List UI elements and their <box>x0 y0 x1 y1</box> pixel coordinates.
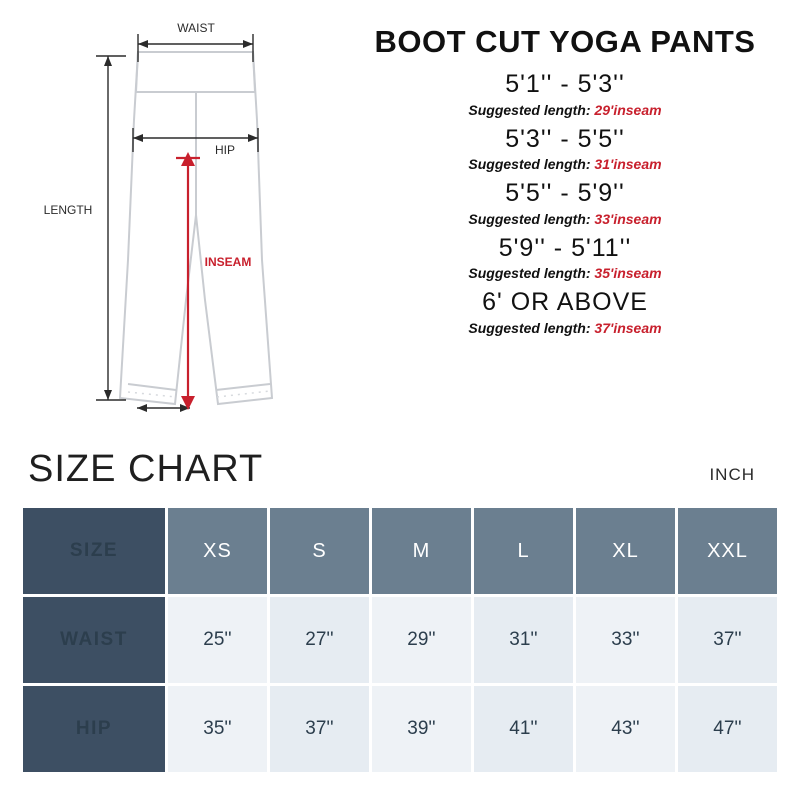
size-header-xxl: XXL <box>678 508 777 594</box>
waist-xl: 33'' <box>576 597 675 683</box>
suggested-length <box>330 265 800 282</box>
suggested-length <box>330 320 800 337</box>
suggested-length-label: Suggested length: <box>468 156 591 173</box>
row-header-waist: WAIST <box>23 597 165 683</box>
hip-s: 37'' <box>270 686 369 772</box>
height-range: 5'9'' - 5'11'' <box>498 233 632 262</box>
page-title: BOOT CUT YOGA PANTS <box>374 24 756 59</box>
table-corner-header: SIZE <box>23 508 165 594</box>
waist-l: 31'' <box>474 597 573 683</box>
waist-xs: 25'' <box>168 597 267 683</box>
suggested-length-label: Suggested length: <box>468 101 591 118</box>
size-chart-unit: INCH <box>709 465 755 484</box>
suggested-length-value: 35'inseam <box>594 265 662 282</box>
hip-l: 41'' <box>474 686 573 772</box>
row-header-hip: HIP <box>23 686 165 772</box>
size-header-xs: XS <box>168 508 267 594</box>
size-header-l: L <box>474 508 573 594</box>
length-dimension-line <box>96 56 126 400</box>
suggested-length-value: 31'inseam <box>594 156 662 173</box>
suggested-length-value: 29'inseam <box>594 101 662 118</box>
suggested-length <box>330 102 800 119</box>
size-header-xl: XL <box>576 508 675 594</box>
table-row <box>23 508 777 594</box>
hip-xxl: 47'' <box>678 686 777 772</box>
size-chart-title: SIZE CHART <box>28 448 264 490</box>
size-header-s: S <box>270 508 369 594</box>
height-range: 5'1'' - 5'3'' <box>505 70 625 98</box>
hip-xl: 43'' <box>576 686 675 772</box>
size-chart-table <box>20 505 780 775</box>
suggested-length <box>330 156 800 173</box>
waist-dimension-line <box>138 34 253 62</box>
suggested-length-value: 33'inseam <box>594 210 662 227</box>
suggested-length-label: Suggested length: <box>468 319 591 336</box>
height-range: 5'3'' - 5'5'' <box>505 124 625 153</box>
size-chart-header <box>0 440 800 505</box>
inseam-label: INSEAM <box>204 255 252 269</box>
waist-s: 27'' <box>270 597 369 683</box>
table-row <box>23 597 777 683</box>
length-label: LENGTH <box>43 203 93 217</box>
hem-dimension-line <box>137 404 190 412</box>
waist-m: 29'' <box>372 597 471 683</box>
height-range: 5'5'' - 5'9'' <box>505 179 625 208</box>
hip-label: HIP <box>214 143 236 157</box>
hip-m: 39'' <box>372 686 471 772</box>
suggested-length <box>330 211 800 228</box>
size-chart-section <box>0 440 800 775</box>
waist-xxl: 37'' <box>678 597 777 683</box>
suggested-length-value: 37'inseam <box>594 319 662 336</box>
suggested-length-label: Suggested length: <box>468 210 591 227</box>
pants-measurement-diagram <box>0 0 330 440</box>
suggested-length-label: Suggested length: <box>468 265 591 282</box>
height-range: 6' OR ABOVE <box>482 288 648 317</box>
table-row <box>23 686 777 772</box>
hem-stitching <box>128 391 270 397</box>
size-header-m: M <box>372 508 471 594</box>
hip-xs: 35'' <box>168 686 267 772</box>
pants-outline <box>120 52 272 404</box>
size-guidance-list <box>330 0 800 440</box>
waist-label: WAIST <box>177 21 215 35</box>
